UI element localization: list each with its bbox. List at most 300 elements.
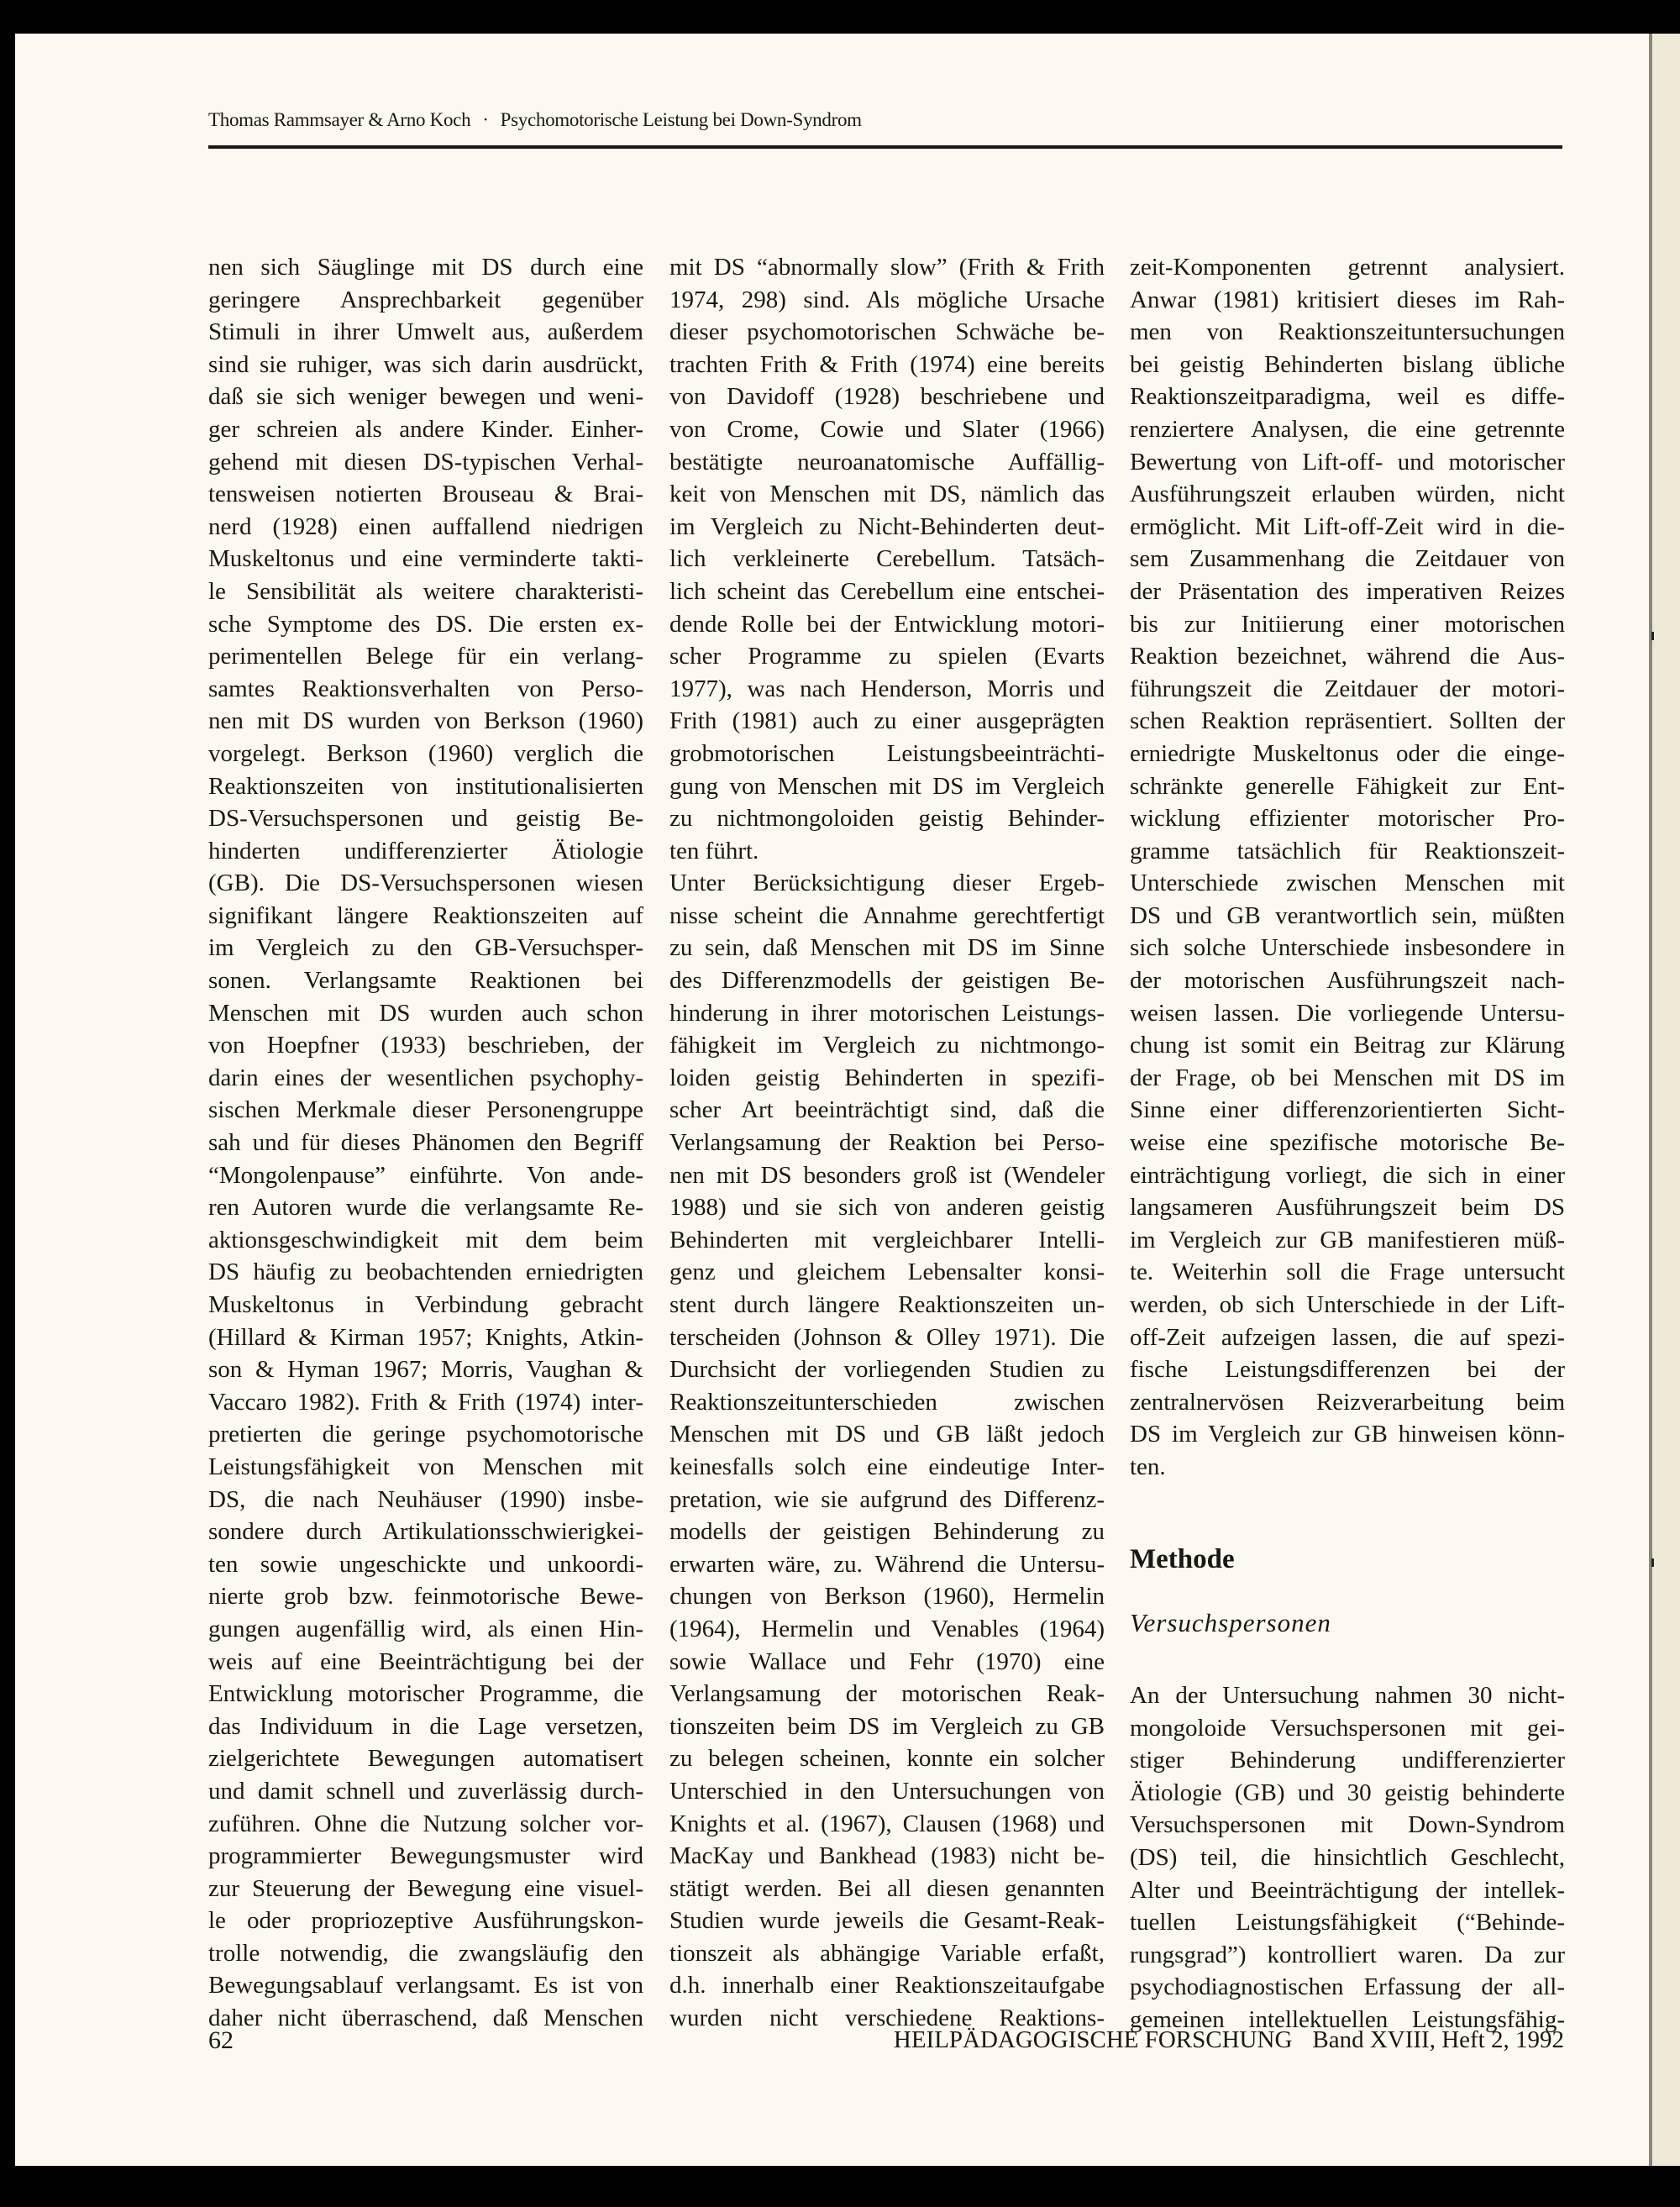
text-line-content: sischen Merkmale dieser Personengruppe [208, 1096, 643, 1124]
text-line [669, 802, 1105, 835]
text-line-content: loiden geistig Behinderten in spezifi- [669, 1064, 1105, 1091]
text-line [208, 1937, 643, 1970]
text-line-content: führungszeit die Zeitdauer der motori- [1130, 675, 1565, 702]
text-line [208, 413, 643, 446]
text-line [669, 1029, 1105, 1062]
text-line [1130, 1712, 1565, 1745]
text-line [1130, 1842, 1565, 1874]
text-line-content: Menschen mit DS wurden auch schon [208, 999, 643, 1027]
text-line-content: tuellen Leistungsfähigkeit (“Behinde- [1130, 1909, 1565, 1936]
text-line [208, 705, 643, 738]
text-line-content: mongoloide Versuchspersonen mit gei- [1130, 1714, 1565, 1742]
text-line-content: aktionsgeschwindigkeit mit dem beim [208, 1226, 643, 1253]
text-line [669, 1646, 1105, 1679]
text-line-content: bestätigte neuroanatomische Auffällig- [669, 448, 1105, 476]
text-line-content: le Sensibilität als weitere charakteristi- [208, 577, 643, 605]
text-line-content: pretierten die geringe psychomotorische [208, 1421, 643, 1448]
text-line-content: (GB). Die DS-Versuchspersonen wiesen [208, 870, 643, 897]
text-line-content: nisse scheint die Annahme gerechtfertigt [669, 901, 1105, 929]
text-line [208, 1775, 643, 1808]
subsection-heading: Versuchspersonen [1130, 1608, 1331, 1637]
text-line-content: sem Zusammenhang die Zeitdauer von [1130, 545, 1565, 573]
text-line-content: trachten Frith & Frith (1974) eine bereits [669, 350, 1105, 378]
text-line-content: sowie Wallace und Fehr (1970) eine [669, 1647, 1105, 1675]
text-line [669, 1840, 1105, 1873]
text-line [208, 1094, 643, 1127]
text-line [669, 1289, 1105, 1322]
text-line [1130, 1224, 1565, 1257]
text-line [208, 900, 643, 933]
text-line-content: 1988) und sie sich von anderen geistig [669, 1194, 1105, 1222]
text-line-content: nen sich Säuglinge mit DS durch eine [208, 254, 643, 281]
text-line-content: off-Zeit aufzeigen lassen, die auf spezi- [1130, 1323, 1565, 1351]
text-line [669, 1937, 1105, 1970]
text-line [1130, 1159, 1565, 1192]
text-line-content: DS-Versuchspersonen und geistig Be- [208, 805, 643, 833]
text-line [669, 1062, 1105, 1095]
text-line [208, 964, 643, 997]
next-page-strip [1652, 34, 1680, 2166]
text-line [1130, 349, 1565, 381]
text-line-content: Bewegungsablauf verlangsamt. Es ist von [208, 1972, 643, 1999]
text-column-2 [669, 251, 1105, 2035]
text-line-content: Alter und Beeinträchtigung der intellek- [1130, 1876, 1565, 1904]
text-line [1130, 1906, 1565, 1939]
text-line [1130, 1191, 1565, 1224]
text-line [669, 867, 1105, 900]
text-line [669, 1678, 1105, 1710]
text-line [669, 997, 1105, 1030]
text-line-content: schränkte generelle Fähigkeit zur Ent- [1130, 772, 1565, 800]
margin-mark [1651, 1558, 1654, 1567]
text-line-content: lich verkleinerte Cerebellum. Tatsäch- [669, 545, 1105, 573]
text-line [208, 511, 643, 544]
text-line [208, 1678, 643, 1710]
text-line [208, 2002, 643, 2035]
text-line [669, 1353, 1105, 1386]
text-line [1130, 1386, 1565, 1419]
text-line-content: Entwicklung motorischer Programme, die [208, 1680, 643, 1708]
text-line-content: modells der geistigen Behinderung zu [669, 1518, 1105, 1546]
text-line [208, 1418, 643, 1451]
text-line [208, 575, 643, 608]
text-line-content: Durchsicht der vorliegenden Studien zu [669, 1356, 1105, 1384]
page-number: 62 [208, 2026, 234, 2054]
text-line [669, 1873, 1105, 1905]
text-line-content: weisen lassen. Die vorliegende Untersu- [1130, 999, 1565, 1027]
text-line-content: von Hoepfner (1933) beschrieben, der [208, 1032, 643, 1059]
text-line-content: daher nicht überraschend, daß Menschen [208, 2005, 643, 2032]
text-line [208, 478, 643, 511]
text-line [208, 738, 643, 770]
text-line [669, 1451, 1105, 1484]
text-line-content: geringere Ansprechbarkeit gegenüber [208, 286, 643, 313]
text-line [208, 316, 643, 349]
text-line-content: im Vergleich zu Nicht-Behinderten deut- [669, 512, 1105, 540]
text-line-content: rungsgrad”) kontrolliert waren. Da zur [1130, 1941, 1565, 1968]
text-line-content: nierte grob bzw. feinmotorische Bewe- [208, 1583, 643, 1611]
text-line-content: von Crome, Cowie und Slater (1966) [669, 415, 1105, 443]
text-line-content: Ätiologie (GB) und 30 geistig behinderte [1130, 1779, 1565, 1806]
text-line-content: ger schreien als andere Kinder. Einher- [208, 415, 643, 443]
text-line [669, 284, 1105, 317]
text-line [669, 543, 1105, 575]
text-line [1130, 1679, 1565, 1712]
text-line [1130, 1451, 1565, 1484]
margin-mark [1651, 632, 1654, 640]
text-line [1130, 1256, 1565, 1289]
text-line-content: grobmotorischen Leistungsbeeinträchti- [669, 739, 1105, 767]
text-line-content: wicklung effizienter motorischer Pro- [1130, 805, 1565, 833]
text-line-content: chungen von Berkson (1960), Hermelin [669, 1583, 1105, 1611]
text-line [669, 932, 1105, 964]
text-line [208, 1646, 643, 1679]
text-line-content: Reaktionszeitunterschieden zwischen [669, 1388, 1105, 1416]
text-line-content: 1977), was nach Henderson, Morris und [669, 675, 1105, 702]
text-line [208, 1386, 643, 1419]
text-column-1 [208, 251, 643, 2035]
text-line-content: zu belegen scheinen, konnte ein solcher [669, 1745, 1105, 1773]
text-line [208, 1451, 643, 1484]
text-line [669, 1224, 1105, 1257]
text-line-content: fische Leistungsdifferenzen bei der [1130, 1356, 1565, 1384]
text-line [1130, 1353, 1565, 1386]
text-line-content: ten. [1130, 1453, 1166, 1480]
text-line [669, 381, 1105, 413]
text-line-content: einträchtigung vorliegt, die sich in einer [1130, 1161, 1565, 1189]
text-line [669, 251, 1105, 284]
text-line-content: gramme tatsächlich für Reaktionszeit- [1130, 837, 1565, 864]
text-line-content: Reaktionszeiten von institutionalisierten [208, 772, 643, 800]
text-line [208, 1808, 643, 1841]
text-line-content: (1964), Hermelin und Venables (1964) [669, 1615, 1105, 1642]
text-line [208, 1516, 643, 1548]
text-line-content: vorgelegt. Berkson (1960) verglich die [208, 739, 643, 767]
text-line-content: Ausführungszeit erlauben würden, nicht [1130, 481, 1565, 508]
text-line-content: nen mit DS besonders groß ist (Wendeler [669, 1161, 1105, 1189]
text-line [1130, 673, 1565, 706]
text-line [669, 1256, 1105, 1289]
text-line-content: Menschen mit DS und GB läßt jedoch [669, 1421, 1105, 1448]
methods-paragraph [1130, 1679, 1565, 2036]
text-line-content: sche Symptome des DS. Die ersten ex- [208, 610, 643, 638]
text-line-content: zu nichtmongoloiden geistig Behinder- [669, 805, 1105, 833]
text-line-content: Knights et al. (1967), Clausen (1968) und [669, 1810, 1105, 1837]
text-line [1130, 1029, 1565, 1062]
text-line-content: d.h. innerhalb einer Reaktionszeitaufgabe [669, 1972, 1105, 1999]
text-line-content: psychodiagnostischen Erfassung der all- [1130, 1973, 1565, 2001]
text-line-content: programmierter Bewegungsmuster wird [208, 1842, 643, 1870]
text-line [669, 446, 1105, 479]
text-line-content: zeit-Komponenten getrennt analysiert. [1130, 254, 1565, 281]
text-line-content: trolle notwendig, die zwangsläufig den [208, 1939, 643, 1967]
text-line [669, 835, 1105, 868]
text-line [669, 900, 1105, 933]
text-line-content: Muskeltonus und eine verminderte takti- [208, 545, 643, 573]
text-line [208, 997, 643, 1030]
text-line [669, 316, 1105, 349]
text-line [208, 867, 643, 900]
text-line [669, 349, 1105, 381]
text-line-content: Vaccaro 1982). Frith & Frith (1974) inter- [208, 1388, 643, 1416]
text-line-content: chung ist somit ein Beitrag zur Klärung [1130, 1032, 1565, 1059]
journal-issue: Band XVIII, Heft 2, 1992 [1312, 2026, 1564, 2053]
text-line-content: zentralnervösen Reizverarbeitung beim [1130, 1388, 1565, 1416]
journal-name: HEILPÄDAGOGISCHE FORSCHUNG [893, 2026, 1293, 2053]
text-line-content: und damit schnell und zuverlässig durch- [208, 1777, 643, 1805]
text-line-content: Leistungsfähigkeit von Menschen mit [208, 1453, 643, 1480]
text-line-content: stent durch längere Reaktionszeiten un- [669, 1291, 1105, 1318]
text-line-content: der Präsentation des imperativen Reizes [1130, 577, 1565, 605]
text-line [669, 1484, 1105, 1516]
text-line-content: weis auf eine Beeinträchtigung bei der [208, 1647, 643, 1675]
text-line [1130, 1777, 1565, 1810]
text-line [1130, 316, 1565, 349]
text-line [669, 575, 1105, 608]
text-line-content: wurden nicht verschiedene Reaktions- [669, 2005, 1105, 2032]
text-line [1130, 511, 1565, 544]
text-line-content: daß sie sich weniger bewegen und weni- [208, 383, 643, 411]
text-line-content: signifikant längere Reaktionszeiten auf [208, 901, 643, 929]
text-line-content: Bewertung von Lift-off- und motorischer [1130, 448, 1565, 476]
text-line-content: Reaktion bezeichnet, während die Aus- [1130, 643, 1565, 670]
text-line-content: renziertere Analysen, die eine getrennte [1130, 415, 1565, 443]
running-header [208, 109, 862, 131]
text-line [1130, 608, 1565, 641]
header-separator: · [482, 109, 489, 130]
text-line-content: Verlangsamung der Reaktion bei Perso- [669, 1129, 1105, 1157]
text-line [669, 1613, 1105, 1646]
text-line-content: Unter Berücksichtigung dieser Ergeb- [669, 870, 1105, 897]
text-line-content: An der Untersuchung nahmen 30 nicht- [1130, 1682, 1565, 1709]
text-line [1130, 1874, 1565, 1907]
text-line-content: “Mongolenpause” einführte. Von ande- [208, 1161, 643, 1189]
text-line-content: zu sein, daß Menschen mit DS im Sinne [669, 934, 1105, 962]
text-line [208, 543, 643, 575]
text-line-content: bei geistig Behinderten bislang übliche [1130, 350, 1565, 378]
text-line [669, 1191, 1105, 1224]
text-line [1130, 867, 1565, 900]
text-line [669, 770, 1105, 803]
text-line-content: im Vergleich zu den GB-Versuchsper- [208, 934, 643, 962]
text-line [1130, 964, 1565, 997]
text-line-content: Muskeltonus in Verbindung gebracht [208, 1291, 643, 1318]
journal-footer [894, 2026, 1564, 2054]
text-line-content: keit von Menschen mit DS, nämlich das [669, 481, 1105, 508]
text-line-content: (Hillard & Kirman 1957; Knights, Atkin- [208, 1323, 643, 1351]
text-line [1130, 1289, 1565, 1322]
text-line [208, 1322, 643, 1354]
text-line-content: werden, ob sich Unterschiede in der Lift- [1130, 1291, 1565, 1318]
text-line [208, 608, 643, 641]
text-line [208, 1742, 643, 1775]
text-line-content: gehend mit diesen DS-typischen Verhal- [208, 448, 643, 476]
text-line-content: samtes Reaktionsverhalten von Perso- [208, 675, 643, 702]
text-line-content: stätigt werden. Bei all diesen genannten [669, 1874, 1105, 1902]
text-line-content: Studien wurde jeweils die Gesamt-Reak- [669, 1907, 1105, 1935]
text-line [208, 1062, 643, 1095]
text-line [1130, 1939, 1565, 1972]
text-line [1130, 446, 1565, 479]
text-line-content: son & Hyman 1967; Morris, Vaughan & [208, 1356, 643, 1384]
text-line-content: gemeinen intellektuellen Leistungsfähig- [1130, 2005, 1565, 2033]
text-line-content: sondere durch Artikulationsschwierigkei- [208, 1518, 643, 1546]
text-line [1130, 640, 1565, 673]
text-line [669, 738, 1105, 770]
text-line-content: im Vergleich zur GB manifestieren müß- [1130, 1226, 1565, 1253]
text-line [1130, 738, 1565, 770]
text-line-content: te. Weiterhin soll die Frage untersucht [1130, 1259, 1565, 1286]
text-line [208, 1840, 643, 1873]
text-line-content: schen Reaktion repräsentiert. Sollten der [1130, 707, 1565, 735]
text-line [1130, 1127, 1565, 1159]
text-line [1130, 1322, 1565, 1354]
text-line [208, 932, 643, 964]
text-line [669, 1710, 1105, 1743]
text-line-content: tionszeiten beim DS im Vergleich zu GB [669, 1712, 1105, 1740]
text-line [669, 1418, 1105, 1451]
text-line-content: ermöglicht. Mit Lift-off-Zeit wird in die- [1130, 512, 1565, 540]
section-heading: Methode [1130, 1544, 1235, 1574]
text-line [208, 1580, 643, 1613]
text-line-content: tionszeit als abhängige Variable erfaßt, [669, 1939, 1105, 1967]
text-line-content: ren Autoren wurde die verlangsamte Re- [208, 1194, 643, 1222]
text-line-content: zur Steuerung der Bewegung eine visuel- [208, 1874, 643, 1902]
text-line-content: nerd (1928) einen auffallend niedrigen [208, 512, 643, 540]
text-line-content: Anwar (1981) kritisiert dieses im Rah- [1130, 286, 1565, 313]
text-line [208, 1191, 643, 1224]
text-line [1130, 478, 1565, 511]
text-line [1130, 900, 1565, 933]
text-line-content: keinesfalls solch eine eindeutige Inter- [669, 1453, 1105, 1480]
text-line [1130, 575, 1565, 608]
text-line [208, 1127, 643, 1159]
text-line [669, 673, 1105, 706]
text-line-content: Reaktionszeitparadigma, weil es diffe- [1130, 383, 1565, 411]
text-line-content: darin eines der wesentlichen psychophy- [208, 1064, 643, 1091]
text-line [208, 1484, 643, 1516]
text-line-content: DS und GB verantwortlich sein, müßten [1130, 901, 1565, 929]
text-line [1130, 932, 1565, 964]
text-line [208, 673, 643, 706]
text-line-content: le oder propriozeptive Ausführungskon- [208, 1907, 643, 1935]
text-line [669, 413, 1105, 446]
text-line [1130, 1062, 1565, 1095]
text-line [1130, 802, 1565, 835]
text-line [669, 1322, 1105, 1354]
text-line [1130, 251, 1565, 284]
text-line-content: Behinderten mit vergleichbarer Intelli- [669, 1226, 1105, 1253]
text-line [669, 511, 1105, 544]
text-line-content: zuführen. Ohne die Nutzung solcher vor- [208, 1810, 643, 1837]
text-line-content: Versuchspersonen mit Down-Syndrom [1130, 1811, 1565, 1839]
text-line-content: dieser psychomotorischen Schwäche be- [669, 318, 1105, 346]
text-line [208, 1710, 643, 1743]
text-line-content: tensweisen notierten Brouseau & Brai- [208, 481, 643, 508]
text-line [208, 446, 643, 479]
text-line [669, 1775, 1105, 1808]
text-line-content: zielgerichtete Bewegungen automatisert [208, 1745, 643, 1773]
text-line-content: scher Art beeinträchtigt sind, daß die [669, 1096, 1105, 1124]
text-line [208, 251, 643, 284]
text-line [208, 640, 643, 673]
text-line-content: von Davidoff (1928) beschriebene und [669, 383, 1105, 411]
text-line [1130, 413, 1565, 446]
text-line-content: der Frage, ob bei Menschen mit DS im [1130, 1064, 1565, 1091]
text-line [208, 381, 643, 413]
text-line [208, 1353, 643, 1386]
text-line-content: ten führt. [669, 837, 759, 864]
text-line-content: der motorischen Ausführungszeit nach- [1130, 967, 1565, 995]
text-line-content: mit DS “abnormally slow” (Frith & Frith [669, 254, 1105, 281]
text-line [669, 705, 1105, 738]
text-line-content: stiger Behinderung undifferenzierter [1130, 1747, 1565, 1774]
header-authors: Thomas Rammsayer & Arno Koch [208, 109, 471, 130]
text-line [669, 1580, 1105, 1613]
text-line [669, 608, 1105, 641]
text-line [208, 1289, 643, 1322]
text-line-content: men von Reaktionszeituntersuchungen [1130, 318, 1565, 346]
text-line-content: ten sowie ungeschickte und unkoordi- [208, 1550, 643, 1578]
text-line-content: Unterschied in den Untersuchungen von [669, 1777, 1105, 1805]
text-line [669, 1969, 1105, 2002]
text-line [208, 1969, 643, 2002]
text-line-content: erwarten wäre, zu. Während die Untersu- [669, 1550, 1105, 1578]
text-line-content: Unterschiede zwischen Menschen mit [1130, 870, 1565, 897]
text-line [208, 1548, 643, 1581]
text-line-content: MacKay und Bankhead (1983) nicht be- [669, 1842, 1105, 1870]
text-line [669, 1516, 1105, 1548]
text-line [1130, 1094, 1565, 1127]
text-line [669, 478, 1105, 511]
text-line-content: DS häufig zu beobachtenden erniedrigten [208, 1259, 643, 1286]
text-line-content: sind sie ruhiger, was sich darin ausdrückt, [208, 350, 643, 378]
text-line-content: Sinne einer differenzorientierten Sicht- [1130, 1096, 1565, 1124]
text-line-content: fähigkeit im Vergleich zu nichtmongo- [669, 1032, 1105, 1059]
text-line [1130, 1418, 1565, 1451]
text-line [208, 349, 643, 381]
text-line-content: bis zur Initiierung einer motorischen [1130, 610, 1565, 638]
text-line-content: hinderung in ihrer motorischen Leistungs- [669, 999, 1105, 1027]
text-line-content: terscheiden (Johnson & Olley 1971). Die [669, 1323, 1105, 1351]
text-line [669, 1127, 1105, 1159]
text-line [669, 640, 1105, 673]
text-line [208, 1905, 643, 1937]
header-rule [208, 145, 1562, 149]
text-line-content: pretation, wie sie aufgrund des Differenz- [669, 1485, 1105, 1513]
text-line [1130, 705, 1565, 738]
text-line [208, 1256, 643, 1289]
text-line [669, 1548, 1105, 1581]
text-line-content: DS, die nach Neuhäuser (1990) insbe- [208, 1485, 643, 1513]
text-line-content: scher Programme zu spielen (Evarts [669, 643, 1105, 670]
text-line [1130, 284, 1565, 317]
text-line-content: sich solche Unterschiede insbesondere in [1130, 934, 1565, 962]
text-line-content: hinderten undifferenzierter Ätiologie [208, 837, 643, 864]
text-line-content: nen mit DS wurden von Berkson (1960) [208, 707, 643, 735]
text-line [1130, 1809, 1565, 1842]
text-line-content: perimentellen Belege für ein verlang- [208, 643, 643, 670]
header-title: Psychomotorische Leistung bei Down-Syndrom [500, 109, 862, 130]
text-line [669, 964, 1105, 997]
text-line-content: genz und gleichem Lebensalter konsi- [669, 1259, 1105, 1286]
text-line [1130, 1971, 1565, 2004]
text-line-content: 1974, 298) sind. Als mögliche Ursache [669, 286, 1105, 313]
text-line [1130, 835, 1565, 868]
text-line-content: erniedrigte Muskeltonus oder die einge- [1130, 739, 1565, 767]
text-line-content: langsameren Ausführungszeit beim DS [1130, 1194, 1565, 1222]
text-line [669, 1905, 1105, 1937]
